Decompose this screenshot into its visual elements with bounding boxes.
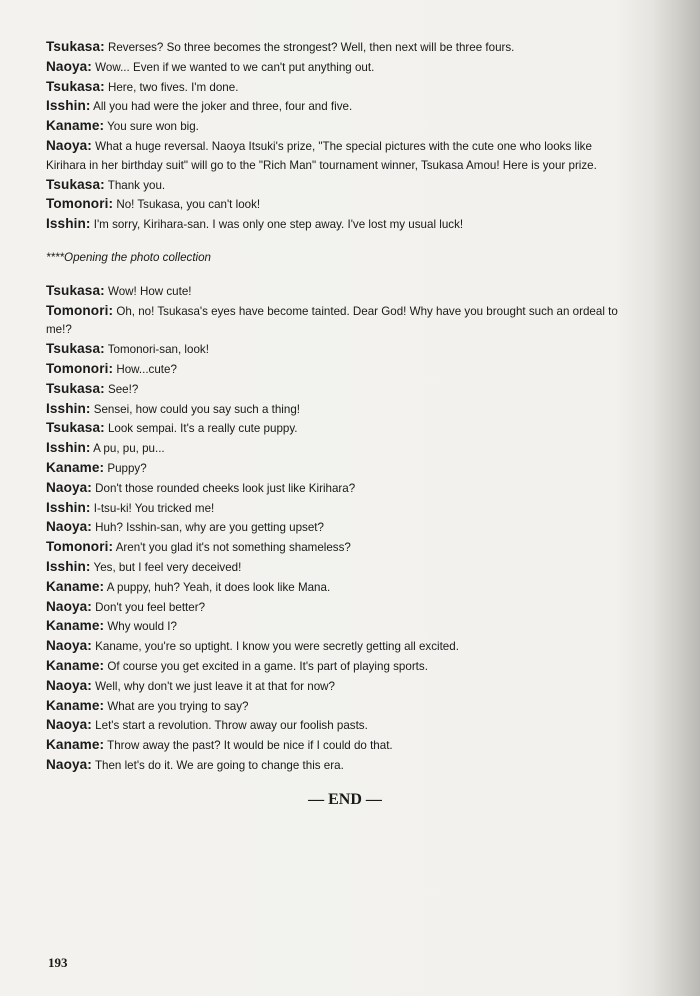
dialogue-line — [46, 518, 621, 538]
dialogue-line — [46, 697, 621, 717]
speaker-name: Tomonori: — [46, 539, 114, 555]
dialogue-line — [46, 459, 621, 479]
dialogue-line — [46, 716, 621, 736]
speaker-name: Naoya: — [46, 479, 92, 495]
speaker-name: Kaname: — [46, 737, 105, 753]
speaker-name: Isshin: — [46, 499, 91, 515]
stage-direction: ****Opening the photo collection — [46, 250, 212, 264]
dialogue-text: Here, two fives. I'm done. — [107, 80, 239, 94]
dialogue-line — [46, 282, 621, 302]
dialogue-text: Then let's do it. We are going to change this era. — [94, 758, 344, 772]
speaker-name: Naoya: — [46, 717, 92, 733]
dialogue-block-1 — [46, 38, 621, 235]
speaker-name: Tsukasa: — [46, 78, 105, 94]
dialogue-text: Why would I? — [107, 620, 177, 634]
dialogue-text: A pu, pu, pu... — [93, 442, 165, 456]
dialogue-text: Of course you get excited in a game. It's part of playing sports. — [107, 659, 428, 673]
dialogue-block-2 — [46, 282, 621, 776]
speaker-name: Isshin: — [46, 558, 91, 574]
dialogue-text: I'm sorry, Kirihara-san. I was only one step away. I've lost my usual luck! — [93, 218, 464, 232]
dialogue-text: How...cute? — [116, 362, 177, 376]
dialogue-text: Wow... Even if we wanted to we can't put anything out. — [95, 60, 375, 74]
dialogue-line — [46, 176, 621, 196]
page-content — [46, 38, 621, 776]
speaker-name: Kaname: — [46, 657, 105, 673]
dialogue-text: Yes, but I feel very deceived! — [93, 560, 242, 574]
dialogue-text: Aren't you glad it's not something shameless? — [115, 541, 351, 555]
dialogue-text: Reverses? So three becomes the strongest? Well, then next will be three fours. — [107, 41, 515, 54]
dialogue-text: Oh, no! Tsukasa's eyes have become tainted. Dear God! Why have you brought such an ordeal to me!? — [46, 304, 618, 337]
dialogue-text: A puppy, huh? Yeah, it does look like Mana. — [106, 580, 331, 594]
speaker-name: Kaname: — [46, 697, 105, 713]
dialogue-line — [46, 578, 621, 598]
speaker-name: Tsukasa: — [46, 420, 105, 436]
dialogue-text: Huh? Isshin-san, why are you getting upset? — [95, 521, 324, 535]
dialogue-text: I-tsu-ki! You tricked me! — [93, 501, 215, 515]
dialogue-line — [46, 400, 621, 420]
speaker-name: Tomonori: — [46, 196, 114, 212]
end-mark: — END — — [308, 791, 382, 808]
speaker-name: Isshin: — [46, 440, 91, 456]
dialogue-text: Don't those rounded cheeks look just like Kirihara? — [95, 481, 356, 495]
dialogue-text: Sensei, how could you say such a thing! — [93, 402, 300, 416]
speaker-name: Isshin: — [46, 98, 91, 114]
dialogue-line — [46, 419, 621, 439]
dialogue-text: Tomonori-san, look! — [107, 343, 209, 357]
dialogue-line — [46, 677, 621, 697]
speaker-name: Naoya: — [46, 519, 92, 535]
speaker-name: Tomonori: — [46, 360, 114, 376]
dialogue-line — [46, 617, 621, 637]
dialogue-text: Let's start a revolution. Throw away our foolish pasts. — [95, 719, 368, 733]
speaker-name: Naoya: — [46, 638, 92, 654]
dialogue-text: Wow! How cute! — [107, 284, 192, 298]
speaker-name: Kaname: — [46, 618, 105, 634]
speaker-name: Isshin: — [46, 400, 91, 416]
speaker-name: Tsukasa: — [46, 282, 105, 298]
speaker-name: Naoya: — [46, 756, 92, 772]
speaker-name: Kaname: — [46, 578, 105, 594]
dialogue-line — [46, 195, 621, 215]
speaker-name: Tsukasa: — [46, 176, 105, 192]
dialogue-text: See!? — [107, 382, 139, 396]
speaker-name: Naoya: — [46, 677, 92, 693]
dialogue-line — [46, 479, 621, 499]
dialogue-text: Puppy? — [107, 461, 147, 475]
dialogue-line — [46, 380, 621, 400]
dialogue-line — [46, 736, 621, 756]
dialogue-line — [46, 215, 621, 235]
speaker-name: Naoya: — [46, 137, 92, 153]
dialogue-line — [46, 302, 621, 341]
dialogue-text: What a huge reversal. Naoya Itsuki's prize, "The special pictures with the cute one who looks like Kirihara in her birthday suit" will go to the "Rich Man" tournament winner, Tsukasa Amou! Here is your prize. — [46, 139, 597, 172]
dialogue-text: No! Tsukasa, you can't look! — [116, 198, 261, 212]
dialogue-text: Well, why don't we just leave it at that for now? — [95, 679, 335, 693]
dialogue-text: Don't you feel better? — [95, 600, 206, 614]
dialogue-line — [46, 97, 621, 117]
speaker-name: Tsukasa: — [46, 380, 105, 396]
speaker-name: Naoya: — [46, 58, 92, 74]
dialogue-text: Look sempai. It's a really cute puppy. — [107, 422, 298, 436]
speaker-name: Tsukasa: — [46, 341, 105, 357]
dialogue-text: Thank you. — [107, 178, 166, 192]
speaker-name: Tsukasa: — [46, 39, 105, 54]
speaker-name: Kaname: — [46, 459, 105, 475]
dialogue-line — [46, 360, 621, 380]
dialogue-line — [46, 756, 621, 776]
speaker-name: Isshin: — [46, 216, 91, 232]
dialogue-line — [46, 38, 621, 58]
dialogue-line — [46, 58, 621, 78]
dialogue-line — [46, 657, 621, 677]
dialogue-line — [46, 340, 621, 360]
dialogue-line — [46, 137, 621, 176]
dialogue-line — [46, 598, 621, 618]
dialogue-line — [46, 439, 621, 459]
speaker-name: Naoya: — [46, 598, 92, 614]
speaker-name: Kaname: — [46, 118, 105, 134]
speaker-name: Tomonori: — [46, 302, 114, 318]
dialogue-text: You sure won big. — [107, 120, 199, 134]
dialogue-line — [46, 558, 621, 578]
dialogue-line — [46, 637, 621, 657]
dialogue-line — [46, 538, 621, 558]
dialogue-text: Kaname, you're so uptight. I know you were secretly getting all excited. — [95, 640, 459, 654]
dialogue-text: Throw away the past? It would be nice if I could do that. — [107, 739, 393, 753]
dialogue-text: All you had were the joker and three, four and five. — [93, 100, 353, 114]
dialogue-line — [46, 117, 621, 137]
dialogue-line — [46, 499, 621, 519]
dialogue-line — [46, 78, 621, 98]
dialogue-text: What are you trying to say? — [107, 699, 249, 713]
page-number: 193 — [48, 955, 68, 970]
